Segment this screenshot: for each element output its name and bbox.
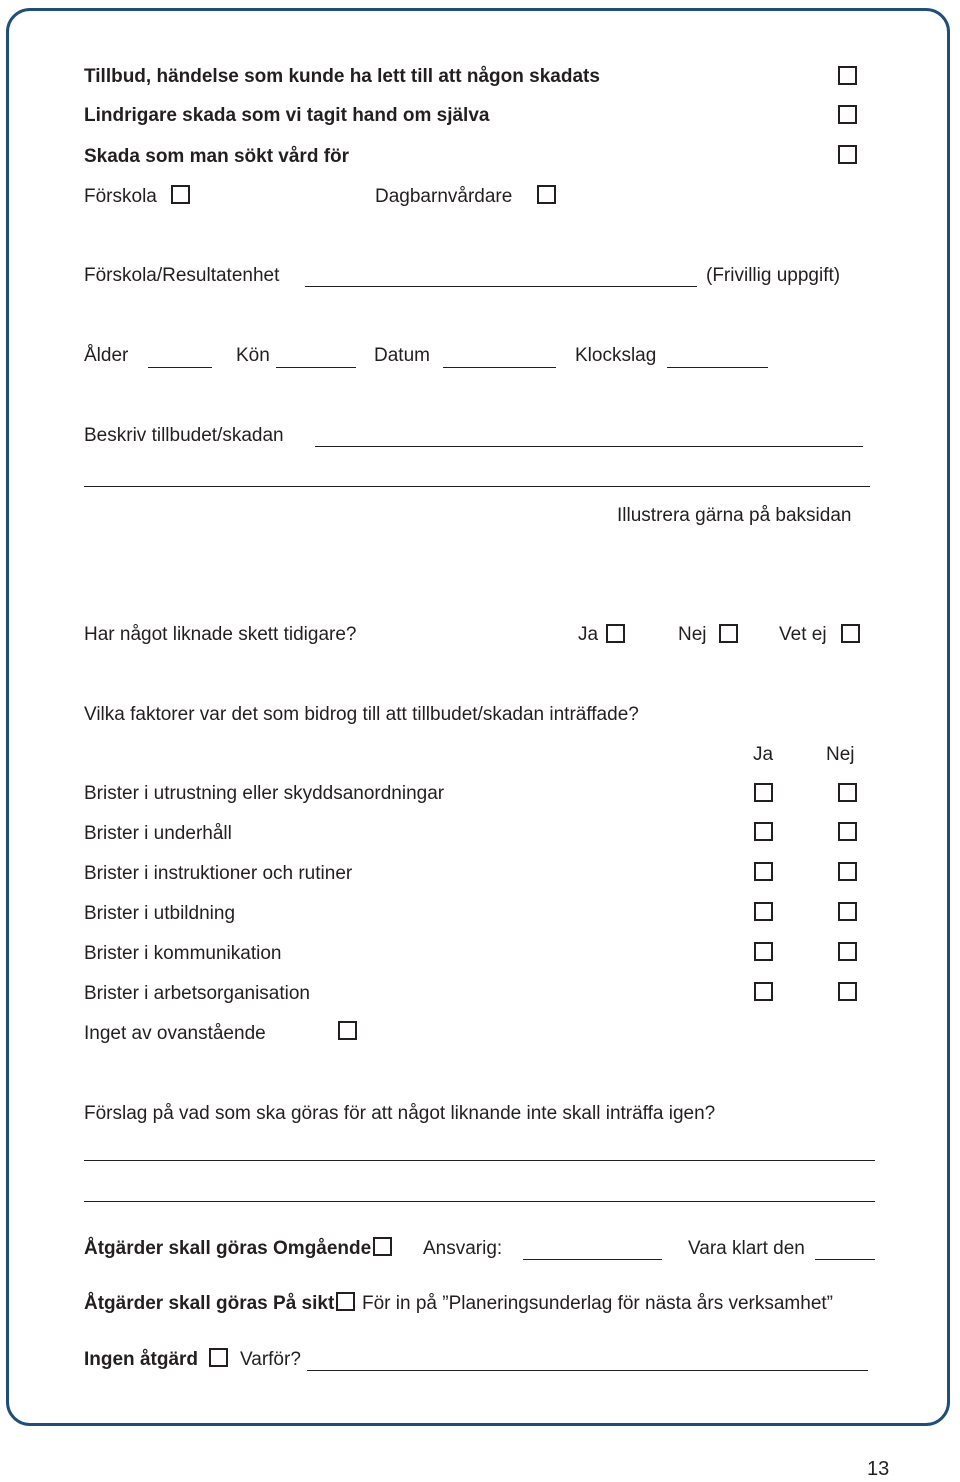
previous-dont-know-checkbox[interactable]: [841, 624, 860, 643]
suggestion-question: Förslag på vad som ska göras för att något liknande inte skall inträffa igen?: [84, 1103, 716, 1124]
action-none-checkbox[interactable]: [209, 1348, 228, 1367]
factor-communication-no-checkbox[interactable]: [838, 942, 857, 961]
factor-organisation-no-checkbox[interactable]: [838, 982, 857, 1001]
responsible-field[interactable]: [523, 1259, 662, 1260]
page-number: 13: [867, 1458, 890, 1480]
factor-organisation-yes-checkbox[interactable]: [754, 982, 773, 1001]
gender-label: Kön: [236, 345, 270, 366]
factor-maintenance-no-checkbox[interactable]: [838, 822, 857, 841]
factor-communication-label: Brister i kommunikation: [84, 943, 282, 964]
previous-no-checkbox[interactable]: [719, 624, 738, 643]
factor-equipment-yes-checkbox[interactable]: [754, 783, 773, 802]
incident-type-near-miss-label: Tillbud, händelse som kunde ha lett till att någon skadats: [84, 66, 600, 87]
factor-maintenance-yes-checkbox[interactable]: [754, 822, 773, 841]
ready-by-field[interactable]: [815, 1259, 875, 1260]
action-none-label: Ingen åtgärd: [84, 1349, 199, 1370]
time-field[interactable]: [667, 367, 768, 368]
describe-label: Beskriv tillbudet/skadan: [84, 425, 284, 446]
why-field[interactable]: [307, 1370, 868, 1371]
describe-field-line-2[interactable]: [84, 486, 870, 487]
date-field[interactable]: [443, 367, 556, 368]
preschool-checkbox[interactable]: [171, 185, 190, 204]
factor-training-no-checkbox[interactable]: [838, 902, 857, 921]
incident-type-medical-care-label: Skada som man sökt vård för: [84, 146, 350, 167]
unit-field[interactable]: [305, 286, 697, 287]
incident-type-minor-injury-label: Lindrigare skada som vi tagit hand om själva: [84, 105, 490, 126]
date-label: Datum: [374, 345, 430, 366]
action-long-term-label: Åtgärder skall göras På sikt: [84, 1293, 335, 1314]
action-long-term-checkbox[interactable]: [336, 1292, 355, 1311]
responsible-label: Ansvarig:: [423, 1238, 503, 1259]
factors-no-column-header: Nej: [826, 744, 855, 765]
factor-training-yes-checkbox[interactable]: [754, 902, 773, 921]
factor-maintenance-label: Brister i underhåll: [84, 823, 232, 844]
previous-question: Har något liknade skett tidigare?: [84, 624, 357, 645]
factors-question: Vilka faktorer var det som bidrog till att tillbudet/skadan inträffade?: [84, 704, 639, 725]
unit-label: Förskola/Resultatenhet: [84, 265, 280, 286]
previous-yes-checkbox[interactable]: [606, 624, 625, 643]
factor-organisation-label: Brister i arbetsorganisation: [84, 983, 310, 1004]
previous-yes-label: Ja: [578, 624, 599, 645]
action-immediate-label: Åtgärder skall göras Omgående: [84, 1238, 372, 1259]
previous-no-label: Nej: [678, 624, 707, 645]
action-immediate-checkbox[interactable]: [373, 1237, 392, 1256]
describe-field-line-1[interactable]: [315, 446, 863, 447]
incident-type-medical-care-checkbox[interactable]: [838, 145, 857, 164]
unit-optional-note: (Frivillig uppgift): [706, 265, 841, 286]
factor-communication-yes-checkbox[interactable]: [754, 942, 773, 961]
action-long-term-note: För in på ”Planeringsunderlag för nästa års verksamhet”: [362, 1293, 834, 1314]
incident-type-minor-injury-checkbox[interactable]: [838, 105, 857, 124]
factor-instructions-no-checkbox[interactable]: [838, 862, 857, 881]
time-label: Klockslag: [575, 345, 657, 366]
gender-field[interactable]: [276, 367, 356, 368]
suggestion-field-line-2[interactable]: [84, 1201, 875, 1202]
suggestion-field-line-1[interactable]: [84, 1160, 875, 1161]
age-field[interactable]: [148, 367, 212, 368]
previous-dont-know-label: Vet ej: [779, 624, 827, 645]
factor-instructions-yes-checkbox[interactable]: [754, 862, 773, 881]
preschool-label: Förskola: [84, 186, 157, 207]
ready-by-label: Vara klart den: [688, 1238, 805, 1259]
age-label: Ålder: [84, 345, 129, 366]
incident-type-near-miss-checkbox[interactable]: [838, 66, 857, 85]
factors-yes-column-header: Ja: [753, 744, 774, 765]
factor-none-checkbox[interactable]: [338, 1021, 357, 1040]
why-label: Varför?: [240, 1349, 301, 1370]
factor-none-label: Inget av ovanstående: [84, 1023, 266, 1044]
factor-instructions-label: Brister i instruktioner och rutiner: [84, 863, 353, 884]
factor-equipment-no-checkbox[interactable]: [838, 783, 857, 802]
illustrate-note: Illustrera gärna på baksidan: [617, 505, 852, 526]
childminder-label: Dagbarnvårdare: [375, 186, 513, 207]
factor-equipment-label: Brister i utrustning eller skyddsanordningar: [84, 783, 445, 804]
childminder-checkbox[interactable]: [537, 185, 556, 204]
factor-training-label: Brister i utbildning: [84, 903, 236, 924]
